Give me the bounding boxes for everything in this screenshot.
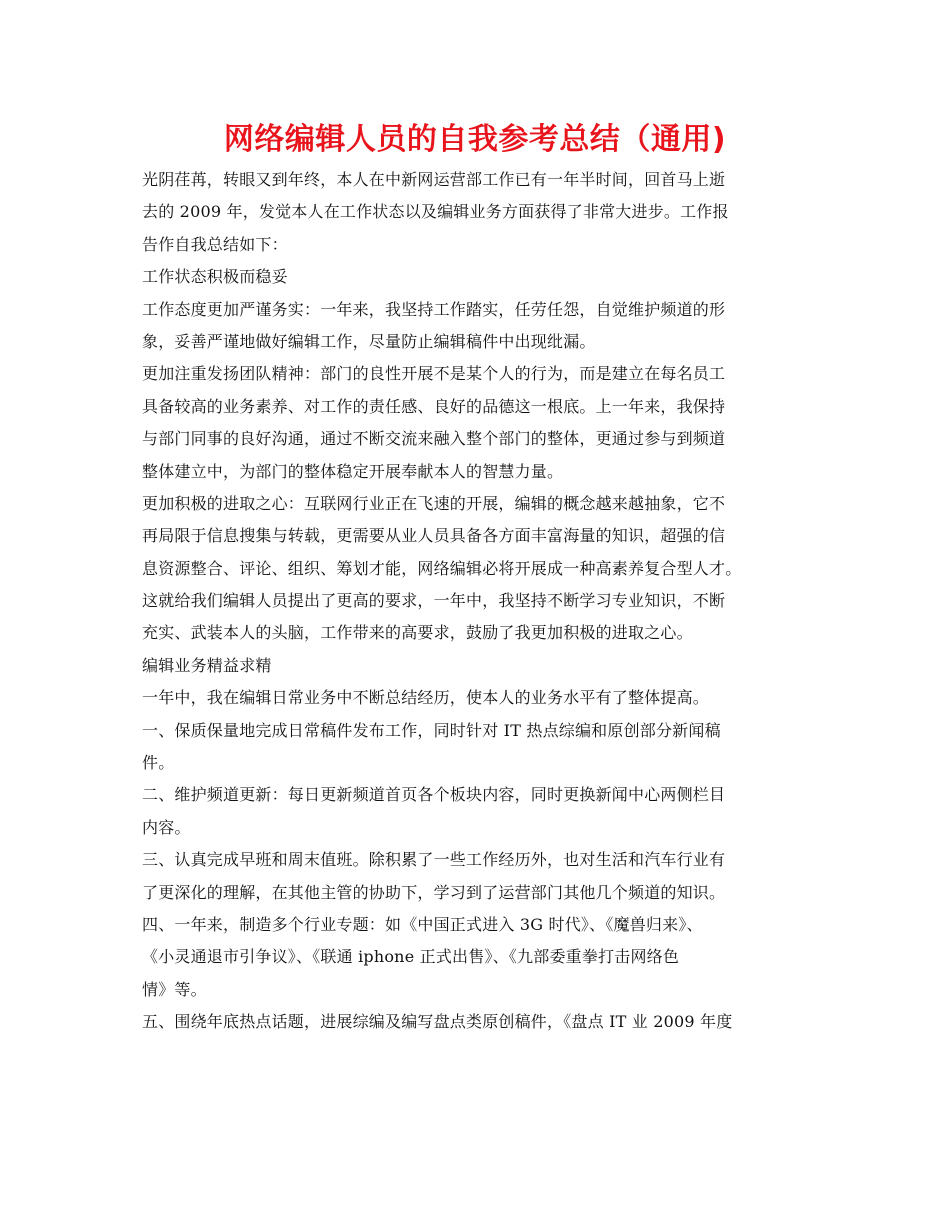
text-line: 整体建立中，为部门的整体稳定开展奉献本人的智慧力量。 bbox=[142, 461, 564, 481]
text-line: 工作状态积极而稳妥 bbox=[142, 267, 288, 287]
text-line: 更加注重发扬团队精神：部门的良性开展不是某个人的行为，而是建立在每名员工 bbox=[142, 364, 726, 384]
text-line: 五、围绕年底热点话题，进展综编及编写盘点类原创稿件，《盘点 IT 业 2009 年度 bbox=[142, 1012, 733, 1032]
text-line: 二、维护频道更新：每日更新频道首页各个板块内容，同时更换新闻中心两侧栏目 bbox=[142, 785, 726, 805]
text-line: 象，妥善严谨地做好编辑工作，尽量防止编辑稿件中出现纰漏。 bbox=[142, 331, 596, 351]
text-line: 具备较高的业务素养、对工作的责任感、良好的品德这一根底。上一年来，我保持 bbox=[142, 396, 726, 416]
text-line: 了更深化的理解，在其他主管的协助下，学习到了运营部门其他几个频道的知识。 bbox=[142, 882, 726, 902]
text-line: 情》等。 bbox=[142, 979, 207, 999]
text-line: 告作自我总结如下： bbox=[142, 234, 288, 254]
text-line: 件。 bbox=[142, 753, 175, 773]
text-line: 内容。 bbox=[142, 817, 191, 837]
text-line: 《小灵通退市引争议》、《联通 iphone 正式出售》、《九部委重拳打击网络色 bbox=[142, 947, 680, 967]
text-line: 一年中，我在编辑日常业务中不断总结经历，使本人的业务水平有了整体提高。 bbox=[142, 688, 710, 708]
text-line: 息资源整合、评论、组织、筹划才能，网络编辑必将开展成一种高素养复合型人才。 bbox=[142, 558, 742, 578]
text-line: 去的 2009 年，发觉本人在工作状态以及编辑业务方面获得了非常大进步。工作报 bbox=[142, 202, 729, 222]
text-line: 与部门同事的良好沟通，通过不断交流来融入整个部门的整体，更通过参与到频道 bbox=[142, 429, 726, 449]
text-line: 光阴荏苒，转眼又到年终，本人在中新网运营部工作已有一年半时间，回首马上逝 bbox=[142, 170, 726, 189]
text-line: 这就给我们编辑人员提出了更高的要求，一年中，我坚持不断学习专业知识，不断 bbox=[142, 591, 726, 611]
text-line: 三、认真完成早班和周末值班。除积累了一些工作经历外，也对生活和汽车行业有 bbox=[142, 850, 726, 870]
text-line: 更加积极的进取之心：互联网行业正在飞速的开展，编辑的概念越来越抽象，它不 bbox=[142, 493, 726, 513]
text-line: 充实、武装本人的头脑，工作带来的高要求，鼓励了我更加积极的进取之心。 bbox=[142, 623, 693, 643]
document-body bbox=[142, 164, 824, 1039]
text-line: 四、一年来，制造多个行业专题：如《中国正式进入 3G 时代》、《魔兽归来》、 bbox=[142, 914, 703, 934]
document-title: 网络编辑人员的自我参考总结（通用) bbox=[223, 122, 727, 157]
text-line: 再局限于信息搜集与转载，更需要从业人员具备各方面丰富海量的知识，超强的信 bbox=[142, 526, 726, 546]
text-line: 一、保质保量地完成日常稿件发布工作，同时针对 IT 热点综编和原创部分新闻稿 bbox=[142, 720, 721, 740]
text-line: 编辑业务精益求精 bbox=[142, 655, 272, 675]
text-line: 工作态度更加严谨务实：一年来，我坚持工作踏实，任劳任怨，自觉维护频道的形 bbox=[142, 299, 726, 319]
